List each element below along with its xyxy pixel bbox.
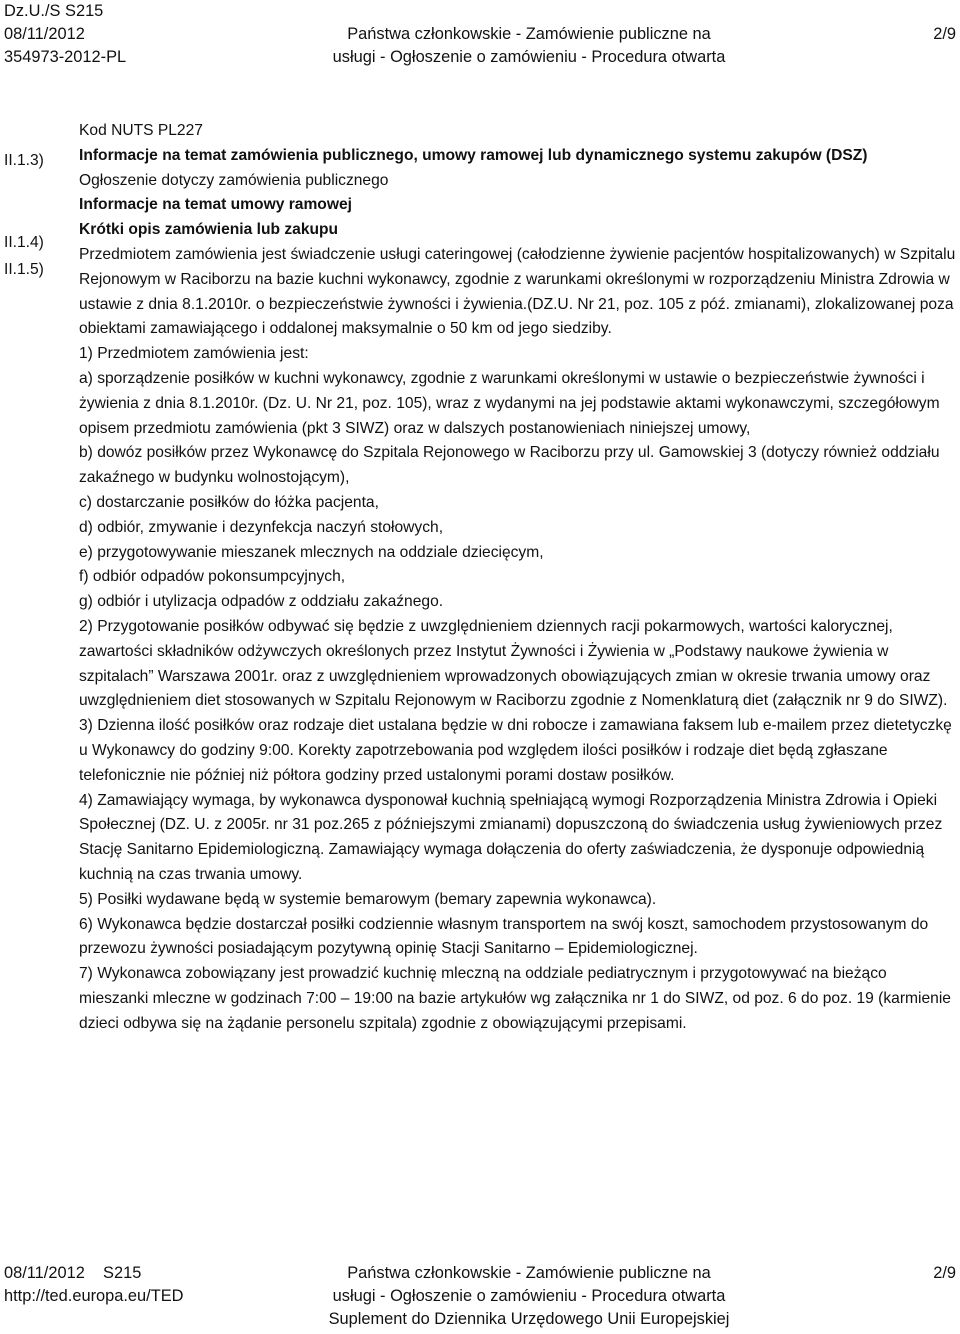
- paragraph-5: 5) Posiłki wydawane będą w systemie bemarowym (bemary zapewnia wykonawca).: [79, 890, 657, 908]
- description-text: Przedmiotem zamówienia jest świadczenie usługi cateringowej (całodzienne żywienie pacjentów hospitalizowanych) w Szpitalu Rejonowym w Raciborzu na bazie kuchni wykonawcy, zgodnie z warunkami określonymi w rozporządzeniu Ministra Zdrowia w ustawie z dnia 8.1.2010r. o bezpieczeństwie żywności i żywienia.(DZ.U. Nr 21, poz. 105 z póź. zmianami), zlokalizowanej poza obiektami zamawiającego i oddalonej maksymalnie o 50 km od jego siedziby.: [79, 245, 956, 338]
- paragraph-2: 2) Przygotowanie posiłków odbywać się będzie z uwzględnieniem dziennych racji pokarmowych, wartości kalorycznej, zawartości składników odżywczych określonych przez Instytut Żywności i Żywienia w „Podstawy naukowe żywienia w szpitalach” Warszawa 2001r. oraz z uwzględnieniem wprowadzonych obowiązujących zmian w okresie trwania umowy oraz uwzględnieniem diet stosowanych w Szpitalu Rejonowym w Raciborzu zgodnie z Nomenklaturą diet (załącznik nr 9 do SIWZ).: [79, 617, 948, 710]
- header-date: 08/11/2012: [4, 25, 85, 43]
- paragraph-1g: g) odbiór i utylizacja odpadów z oddziału zakaźnego.: [79, 593, 444, 611]
- paragraph-1c: c) dostarczanie posiłków do łóżka pacjenta,: [79, 493, 379, 511]
- paragraph-1b: b) dowóz posiłków przez Wykonawcę do Szpitala Rejonowego w Raciborzu przy ul. Gamowskiej 3 (dotyczy również oddziału zakaźnego w budynku wolnostojącym),: [79, 444, 940, 487]
- paragraph-1e: e) przygotowywanie mieszanek mlecznych na oddziale dziecięcym,: [79, 543, 544, 561]
- section-label-ii-1-4: II.1.4): [4, 234, 44, 251]
- paragraph-1d: d) odbiór, zmywanie i dezynfekcja naczyń stołowych,: [79, 518, 444, 536]
- footer-title-line-2: usługi - Ogłoszenie o zamówieniu - Procedura otwarta: [332, 1287, 726, 1305]
- footer-center: [0, 1262, 960, 1331]
- footer-date-issue: 08/11/2012 S215: [4, 1264, 142, 1282]
- contract-info-heading: Informacje na temat zamówienia publicznego, umowy ramowej lub dynamicznego systemu zakupów (DSZ): [79, 146, 868, 164]
- section-label-ii-1-5: II.1.5): [4, 261, 44, 278]
- notice-type: Ogłoszenie dotyczy zamówienia publicznego: [79, 171, 389, 189]
- section-label-ii-1-3: II.1.3): [4, 152, 44, 169]
- description-heading: Krótki opis zamówienia lub zakupu: [79, 221, 339, 239]
- paragraph-4: 4) Zamawiający wymaga, by wykonawca dysponował kuchnią spełniającą wymogi Rozporządzenia Ministra Zdrowia i Opieki Społecznej (DZ. U. z 2005r. nr 31 poz.265 z późniejszymi zmianami) dopuszczoną do świadczenia usług żywieniowych przez Stację Sanitarno Epidemiologiczną. Zamawiający wymaga dołączenia do oferty zaświadczenia, że dysponuje odpowiednią kuchnią na czas trwania umowy.: [79, 791, 943, 883]
- paragraph-1: 1) Przedmiotem zamówienia jest:: [79, 345, 309, 363]
- paragraph-7: 7) Wykonawca zobowiązany jest prowadzić kuchnię mleczną na oddziale pediatrycznym i przygotowywać na bieżąco mieszanki mleczne w godzinach 7:00 – 19:00 na bazie artykułów wg załącznika nr 1 do SIWZ, od poz. 6 do poz. 19 (karmienie dzieci odbywa się na żądanie personelu szpitala) zgodnie z obowiązującymi przepisami.: [79, 965, 951, 1032]
- paragraph-1a: a) sporządzenie posiłków w kuchni wykonawcy, zgodnie z warunkami określonymi w ustawie o bezpieczeństwie żywności i żywienia z dnia 8.1.2010r. (Dz. U. Nr 21, poz. 105), wraz z wydanymi na jej podstawie aktami wykonawczymi, szczegółowym opisem przedmiotu zamówienia (pkt 3 SIWZ) oraz w dalszych postanowieniach niniejszej umowy,: [79, 369, 940, 437]
- page-footer: [0, 1262, 960, 1334]
- footer-title-line-1: Państwa członkowskie - Zamówienie publiczne na: [347, 1264, 711, 1282]
- paragraph-1f: f) odbiór odpadów pokonsumpcyjnych,: [79, 568, 346, 586]
- header-page-number: 2/9: [933, 25, 956, 43]
- nuts-code: Kod NUTS PL227: [79, 122, 203, 139]
- header-right: [933, 0, 956, 46]
- header-title-line-1: Państwa członkowskie - Zamówienie publiczne na: [347, 25, 711, 43]
- header-notice-number: 354973-2012-PL: [4, 48, 127, 66]
- header-journal-ref: Dz.U./S S215: [4, 2, 104, 20]
- footer-supplement: Suplement do Dziennika Urzędowego Unii Europejskiej: [328, 1310, 730, 1328]
- footer-page-number: 2/9: [933, 1264, 956, 1282]
- footer-right: [933, 1262, 956, 1285]
- notice-content: [79, 119, 957, 1036]
- header-center: [0, 0, 960, 69]
- paragraph-6: 6) Wykonawca będzie dostarczał posiłki codziennie własnym transportem na swój koszt, samochodem przystosowanym do przewozu żywności posiadającym pozytywną opinię Stacji Sanitarno – Epidemiologicznej.: [79, 915, 929, 958]
- framework-heading: Informacje na temat umowy ramowej: [79, 196, 352, 214]
- paragraph-3: 3) Dzienna ilość posiłków oraz rodzaje diet ustalana będzie w dni robocze i zamawiana faksem lub e-mailem przez dietetyczkę u Wykonawcy do godziny 9:00. Korekty zapotrzebowania pod względem ilości posiłków i rodzaje diet będą zgłaszane telefonicznie nie później niż półtora godziny przed ustalonymi porami dostaw posiłków.: [79, 717, 952, 784]
- header-title-line-2: usługi - Ogłoszenie o zamówieniu - Procedura otwarta: [332, 48, 726, 66]
- footer-url: http://ted.europa.eu/TED: [4, 1287, 184, 1305]
- page-header: [0, 0, 960, 72]
